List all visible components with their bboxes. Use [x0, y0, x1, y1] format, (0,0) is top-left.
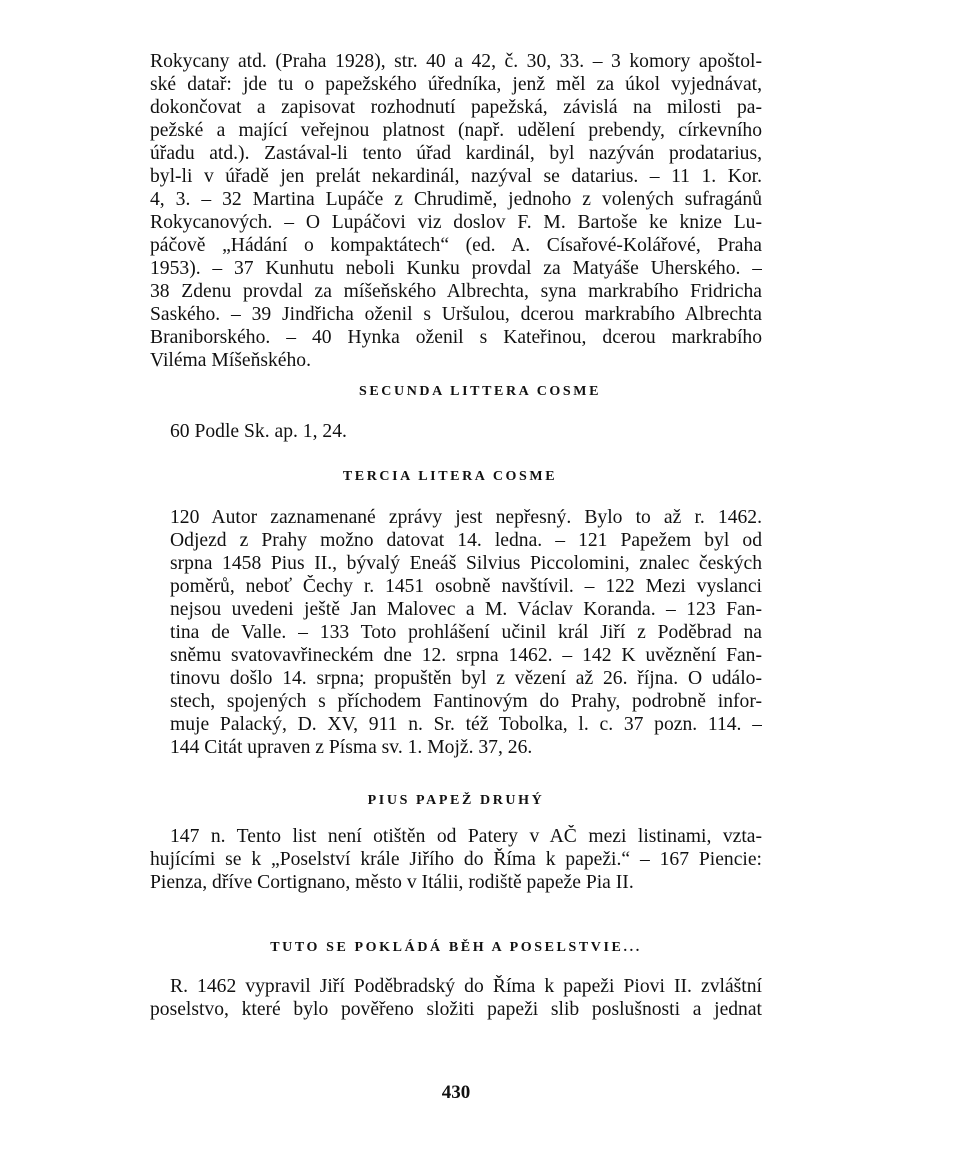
text-line: stech, spojených s příchodem Fantinovým do Prahy, podrobně infor-	[170, 691, 762, 712]
text-line: srpna 1458 Pius II., bývalý Eneáš Silvius Piccolomini, znalec českých	[170, 553, 762, 574]
commentary-paragraph	[150, 50, 762, 372]
text-line: ské datař: jde tu o papežského úředníka, jenž měl za úkol vyjednávat,	[150, 74, 762, 95]
text-line: úřadu atd.). Zastával-li tento úřad kardinál, byl nazýván prodatarius,	[150, 143, 762, 164]
commentary-paragraph	[170, 506, 762, 759]
commentary-paragraph	[150, 975, 762, 1021]
text-line: 38 Zdenu provdal za míšeňského Albrechta, syna markrabího Fridricha	[150, 281, 762, 302]
text-line: hujícími se k „Poselství krále Jiřího do Říma k papeži.“ – 167 Piencie:	[150, 849, 762, 870]
page-number: 430	[441, 1082, 471, 1103]
text-line: Rokycany atd. (Praha 1928), str. 40 a 42, č. 30, 33. – 3 komory apoštol-	[150, 51, 762, 72]
text-line: 1953). – 37 Kunhutu neboli Kunku provdal za Matyáše Uherského. –	[150, 258, 762, 279]
text-line: 144 Citát upraven z Písma sv. 1. Mojž. 37, 26.	[170, 737, 533, 758]
text-line: Saského. – 39 Jindřicha oženil s Uršulou, dcerou markrabího Albrechta	[150, 304, 762, 325]
text-line: poselstvo, které bylo pověřeno složiti papeži slib poslušnosti a jednat	[150, 999, 762, 1020]
section-heading: TERCIA LITERA COSME	[342, 469, 558, 484]
text-line: Rokycanových. – O Lupáčovi viz doslov F. M. Bartoše ke knize Lu-	[150, 212, 762, 233]
section-heading: PIUS PAPEŽ DRUHÝ	[367, 793, 545, 808]
page	[150, 0, 762, 1159]
text-line: 147 n. Tento list není otištěn od Patery v AČ mezi listinami, vzta-	[170, 826, 762, 847]
text-line: byl-li v úřadě jen prelát nekardinál, nazýval se datarius. – 11 1. Kor.	[150, 166, 762, 187]
text-line: Viléma Míšeňského.	[150, 350, 311, 371]
text-line: páčově „Hádání o kompaktátech“ (ed. A. Císařové-Kolářové, Praha	[150, 235, 762, 256]
text-line: dokončovat a zapisovat rozhodnutí papežská, závislá na milosti pa-	[150, 97, 762, 118]
text-line: Pienza, dříve Cortignano, město v Itálii, rodiště papeže Pia II.	[150, 872, 634, 893]
text-line: sněmu svatovavřineckém dne 12. srpna 1462. – 142 K uvěznění Fan-	[170, 645, 762, 666]
text-line: Braniborského. – 40 Hynka oženil s Kateřinou, dcerou markrabího	[150, 327, 762, 348]
section-heading: SECUNDA LITTERA COSME	[358, 384, 602, 399]
commentary-paragraph	[150, 825, 762, 894]
note-line: 60 Podle Sk. ap. 1, 24.	[170, 421, 347, 442]
text-line: 120 Autor zaznamenané zprávy jest nepřesný. Bylo to až r. 1462.	[170, 507, 762, 528]
text-line: pežské a mající veřejnou platnost (např. udělení prebendy, církevního	[150, 120, 762, 141]
text-line: Odjezd z Prahy možno datovat 14. ledna. – 121 Papežem byl od	[170, 530, 762, 551]
text-line: R. 1462 vypravil Jiří Poděbradský do Říma k papeži Piovi II. zvláštní	[170, 976, 762, 997]
text-line: 4, 3. – 32 Martina Lupáče z Chrudimě, jednoho z volených sufragánů	[150, 189, 762, 210]
text-line: poměrů, neboť Čechy r. 1451 osobně navštívil. – 122 Mezi vyslanci	[170, 576, 762, 597]
text-line: tina de Valle. – 133 Toto prohlášení učinil král Jiří z Poděbrad na	[170, 622, 762, 643]
text-line: nejsou uvedeni ještě Jan Malovec a M. Václav Koranda. – 123 Fan-	[170, 599, 762, 620]
text-line: muje Palacký, D. XV, 911 n. Sr. též Tobolka, l. c. 37 pozn. 114. –	[170, 714, 762, 735]
text-line: tinovu došlo 14. srpna; propuštěn byl z vězení až 26. října. O událo-	[170, 668, 762, 689]
section-heading: TUTO SE POKLÁDÁ BĚH A POSELSTVIE...	[270, 940, 642, 955]
